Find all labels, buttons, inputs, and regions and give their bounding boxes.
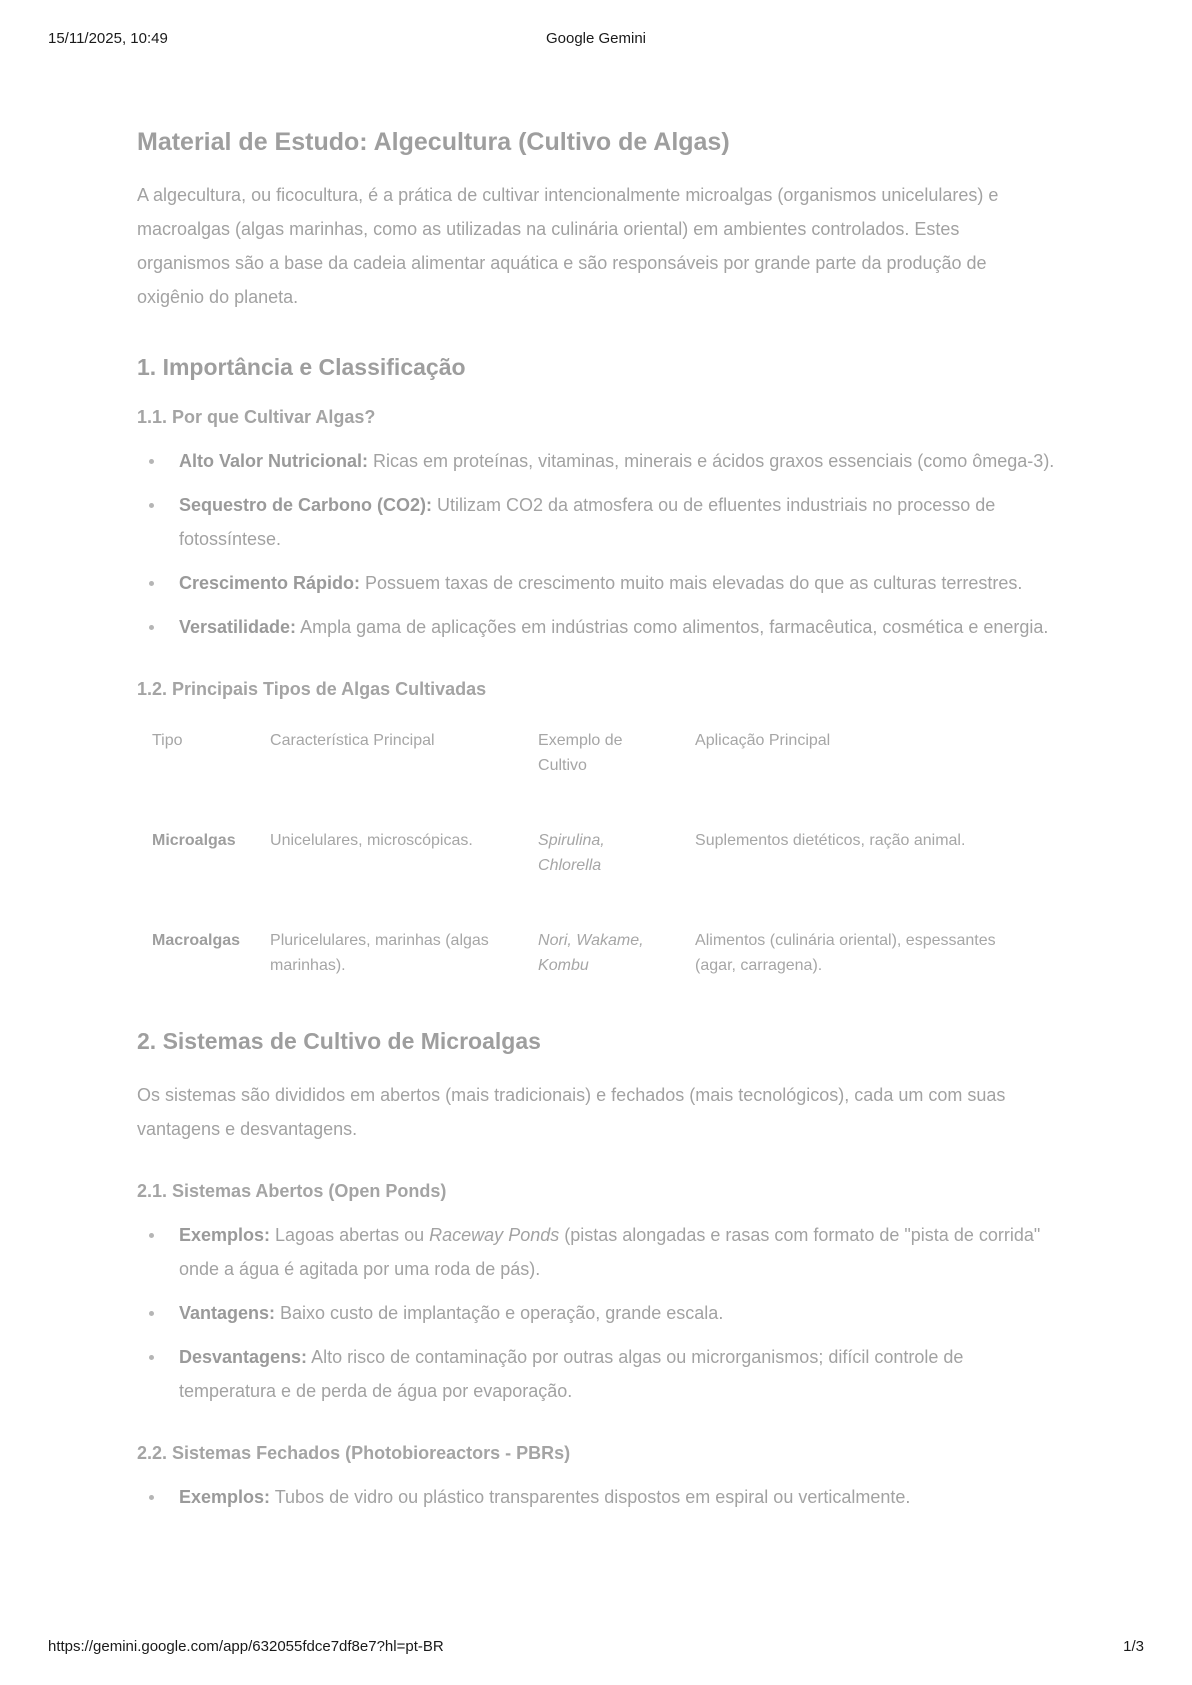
item-text: Utilizam CO2 da atmosfera ou de efluentes industriais no processo de fotossíntese.: [179, 495, 996, 549]
print-page-title: Google Gemini: [545, 30, 647, 47]
subsection-1-2-heading: 1.2. Principais Tipos de Algas Cultivadas: [137, 679, 487, 699]
table-row: [137, 816, 1050, 916]
list-item: [137, 1480, 1057, 1514]
list-item: [137, 1340, 1057, 1408]
item-text: Alto risco de contaminação por outras algas ou microrganismos; difícil controle de temperatura e de perda de água por evaporação.: [179, 1347, 964, 1401]
document-title: Material de Estudo: Algecultura (Cultivo de Algas): [137, 128, 730, 156]
item-text: (pistas alongadas e rasas com formato de "pista de corrida" onde a água é agitada por uma roda de pás).: [179, 1225, 1041, 1279]
table-header: Tipo: [152, 732, 183, 749]
item-term: Versatilidade:: [179, 617, 297, 637]
print-header: [48, 30, 1144, 52]
list-item: [137, 444, 1057, 478]
table-cell: Pluricelulares, marinhas (algas marinhas).: [270, 932, 489, 974]
page-url: https://gemini.google.com/app/632055fdce7df8e7?hl=pt-BR: [48, 1638, 444, 1655]
table-cell: Microalgas: [152, 832, 236, 849]
intro-paragraph: A algecultura, ou ficocultura, é a prática de cultivar intencionalmente microalgas (organismos unicelulares) e macroalgas (algas marinhas, como as utilizadas na culinária oriental) em ambientes controlados. Estes organismos são a base da cadeia alimentar aquática e são responsáveis por grande parte da produção de oxigênio do planeta.: [137, 185, 999, 307]
table-cell: Macroalgas: [152, 932, 241, 949]
document-content: [137, 124, 1057, 1524]
item-text: Baixo custo de implantação e operação, grande escala.: [275, 1303, 724, 1323]
list-item: [137, 488, 1057, 556]
item-text: Ricas em proteínas, vitaminas, minerais e ácidos graxos essenciais (como ômega-3).: [368, 451, 1055, 471]
table-cell: Spirulina, Chlorella: [538, 832, 605, 874]
item-text: Possuem taxas de crescimento muito mais elevadas do que as culturas terrestres.: [360, 573, 1023, 593]
subsection-1-1-heading: 1.1. Por que Cultivar Algas?: [137, 407, 376, 427]
item-term: Crescimento Rápido:: [179, 573, 361, 593]
table-header: Exemplo de Cultivo: [538, 732, 623, 774]
list-item: [137, 1296, 1057, 1330]
reasons-list: [137, 444, 1057, 644]
subsection-2-1-heading: 2.1. Sistemas Abertos (Open Ponds): [137, 1181, 447, 1201]
table-cell: Alimentos (culinária oriental), espessantes (agar, carragena).: [695, 932, 996, 974]
item-text: Lagoas abertas ou: [270, 1225, 430, 1245]
table-cell: Suplementos dietéticos, ração animal.: [695, 832, 966, 849]
item-term: Alto Valor Nutricional:: [179, 451, 369, 471]
subsection-2-2-heading: 2.2. Sistemas Fechados (Photobioreactors - PBRs): [137, 1443, 571, 1463]
print-footer: [48, 1638, 1144, 1660]
print-date: 15/11/2025, 10:49: [48, 30, 168, 47]
item-term: Desvantagens:: [179, 1347, 308, 1367]
item-text: Tubos de vidro ou plástico transparentes dispostos em espiral ou verticalmente.: [270, 1487, 911, 1507]
table-cell: Unicelulares, microscópicas.: [270, 832, 473, 849]
item-text: Ampla gama de aplicações em indústrias como alimentos, farmacêutica, cosmética e energia.: [296, 617, 1049, 637]
table-header: Aplicação Principal: [695, 732, 831, 749]
page-number: 1/3: [1123, 1638, 1144, 1655]
table-header: Característica Principal: [270, 732, 435, 749]
open-systems-list: [137, 1218, 1057, 1408]
item-term: Vantagens:: [179, 1303, 276, 1323]
list-item: [137, 566, 1057, 600]
table-row: [137, 916, 1050, 1016]
section-2-heading: 2. Sistemas de Cultivo de Microalgas: [137, 1028, 541, 1054]
closed-systems-list: [137, 1480, 1057, 1514]
section-1-heading: 1. Importância e Classificação: [137, 354, 466, 380]
item-term: Exemplos:: [179, 1487, 271, 1507]
table-header-row: [137, 716, 1050, 816]
item-emphasis: Raceway Ponds: [429, 1225, 560, 1245]
algae-types-table: [137, 716, 1050, 1016]
item-term: Sequestro de Carbono (CO2):: [179, 495, 433, 515]
list-item: [137, 1218, 1057, 1286]
item-term: Exemplos:: [179, 1225, 271, 1245]
section-2-intro: Os sistemas são divididos em abertos (mais tradicionais) e fechados (mais tecnológicos), cada um com suas vantagens e desvantagens.: [137, 1085, 1006, 1139]
table-cell: Nori, Wakame, Kombu: [538, 932, 644, 974]
list-item: [137, 610, 1057, 644]
